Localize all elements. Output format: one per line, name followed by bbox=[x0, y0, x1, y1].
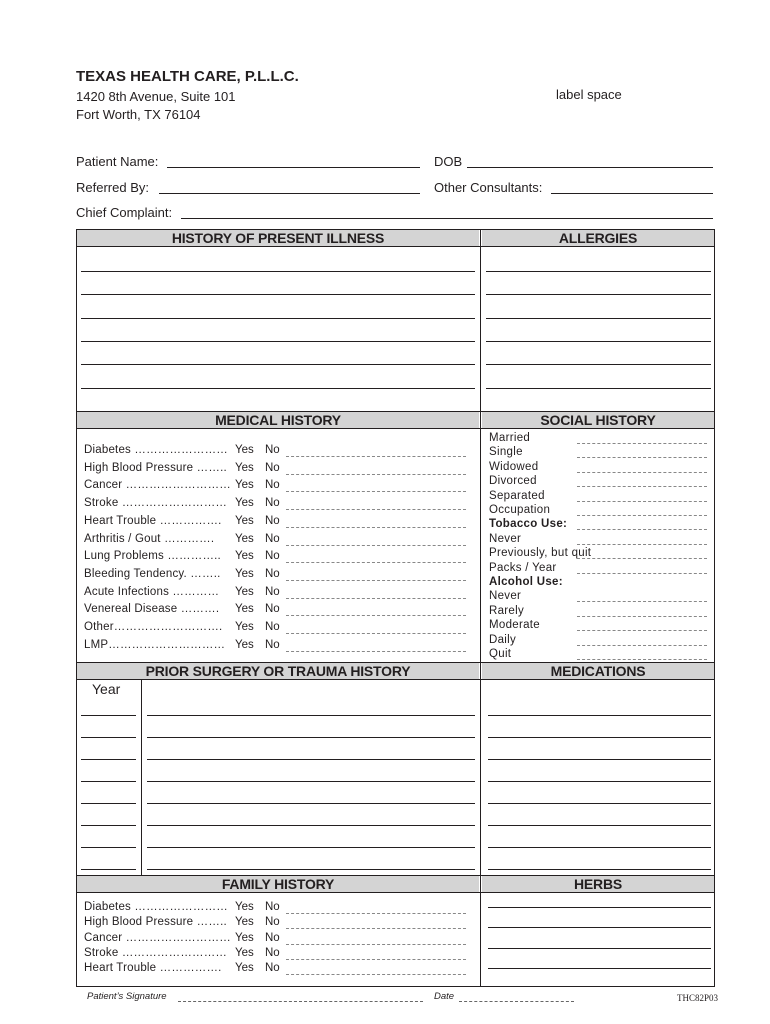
surgery-year-label: Year bbox=[92, 681, 121, 697]
company-address-line1: 1420 8th Avenue, Suite 101 bbox=[76, 89, 236, 104]
social-history-item: Rarely bbox=[489, 604, 525, 617]
no-option[interactable]: No bbox=[265, 532, 280, 545]
details-field[interactable] bbox=[286, 651, 466, 652]
no-option[interactable]: No bbox=[265, 916, 280, 929]
write-line[interactable] bbox=[488, 737, 711, 738]
patient-name-field[interactable] bbox=[167, 167, 420, 168]
social-history-item: Divorced bbox=[489, 475, 537, 488]
dob-field[interactable] bbox=[467, 167, 713, 168]
social-history-item: Moderate bbox=[489, 619, 540, 632]
label-space: label space bbox=[556, 87, 622, 102]
social-history-item: Previously, but quit bbox=[489, 547, 592, 560]
hpi-header: HISTORY OF PRESENT ILLNESS bbox=[77, 230, 479, 246]
yes-option[interactable]: Yes bbox=[235, 621, 254, 633]
yes-option[interactable]: Yes bbox=[235, 638, 254, 651]
write-line[interactable] bbox=[488, 759, 711, 760]
condition-label: Acute Infections ………… bbox=[84, 585, 220, 598]
write-line[interactable] bbox=[81, 318, 475, 319]
social-history-field[interactable] bbox=[577, 616, 707, 617]
social-history-item: Never bbox=[489, 532, 522, 545]
other-consultants-label: Other Consultants: bbox=[434, 180, 543, 195]
no-option[interactable]: No bbox=[265, 946, 280, 959]
details-field[interactable] bbox=[286, 615, 466, 616]
date-label: Date bbox=[434, 991, 455, 1002]
condition-label: High Blood Pressure …….. bbox=[84, 461, 227, 474]
social-history-item: Widowed bbox=[489, 460, 539, 473]
condition-label: Arthritis / Gout …………. bbox=[84, 532, 215, 545]
condition-label: Bleeding Tendency. …….. bbox=[84, 567, 221, 580]
details-field[interactable] bbox=[286, 913, 466, 914]
condition-label: Heart Trouble ……………. bbox=[84, 514, 222, 527]
details-field[interactable] bbox=[286, 974, 466, 975]
referred-by-label: Referred By: bbox=[76, 180, 149, 195]
write-line[interactable] bbox=[147, 825, 475, 826]
no-option[interactable]: No bbox=[265, 585, 280, 598]
yes-option[interactable]: Yes bbox=[235, 931, 254, 944]
divider bbox=[76, 246, 715, 247]
details-field[interactable] bbox=[286, 474, 466, 475]
no-option[interactable]: No bbox=[265, 497, 280, 510]
condition-label: Heart Trouble ……………. bbox=[84, 962, 222, 975]
herbs-header: HERBS bbox=[482, 876, 714, 892]
details-field[interactable] bbox=[286, 527, 466, 528]
write-line[interactable] bbox=[147, 781, 475, 782]
no-option[interactable]: No bbox=[265, 567, 280, 580]
yes-option[interactable]: Yes bbox=[235, 497, 254, 510]
company-address-line2: Fort Worth, TX 76104 bbox=[76, 107, 201, 122]
allergies-header: ALLERGIES bbox=[482, 230, 714, 246]
write-line[interactable] bbox=[147, 715, 475, 716]
no-option[interactable]: No bbox=[265, 638, 280, 651]
yes-option[interactable]: Yes bbox=[235, 514, 254, 527]
no-option[interactable]: No bbox=[265, 621, 280, 633]
year-column-divider bbox=[141, 680, 142, 875]
social-history-item: Alcohol Use: bbox=[489, 576, 563, 588]
social-history-item: Separated bbox=[489, 489, 545, 502]
write-line[interactable] bbox=[488, 825, 711, 826]
write-line[interactable] bbox=[147, 803, 475, 804]
condition-label: Stroke ……………………… bbox=[84, 946, 228, 959]
write-line[interactable] bbox=[81, 869, 136, 870]
yes-option[interactable]: Yes bbox=[235, 444, 254, 456]
condition-label: Venereal Disease ………. bbox=[84, 603, 220, 616]
divider bbox=[76, 892, 715, 893]
chief-complaint-field[interactable] bbox=[181, 218, 713, 219]
write-line[interactable] bbox=[147, 737, 475, 738]
social-history-item: Never bbox=[489, 590, 522, 603]
social-history-item: Tobacco Use: bbox=[489, 518, 568, 531]
write-line[interactable] bbox=[486, 271, 711, 272]
social-history-item: Daily bbox=[489, 633, 517, 646]
social-history-field[interactable] bbox=[577, 544, 707, 545]
medications-header: MEDICATIONS bbox=[482, 663, 714, 679]
details-field[interactable] bbox=[286, 580, 466, 581]
column-divider bbox=[480, 229, 481, 875]
form-code: THC82P03 bbox=[677, 993, 719, 1003]
social-history-item: Packs / Year bbox=[489, 561, 557, 574]
write-line[interactable] bbox=[488, 847, 711, 848]
patient-name-label: Patient Name: bbox=[76, 154, 159, 169]
write-line[interactable] bbox=[488, 715, 711, 716]
details-field[interactable] bbox=[286, 598, 466, 599]
social-history-field[interactable] bbox=[577, 601, 707, 602]
no-option[interactable]: No bbox=[265, 962, 280, 975]
condition-label: Cancer ……………………… bbox=[84, 931, 231, 944]
yes-option[interactable]: Yes bbox=[235, 567, 254, 580]
write-line[interactable] bbox=[81, 364, 475, 365]
yes-option[interactable]: Yes bbox=[235, 962, 254, 975]
write-line[interactable] bbox=[81, 847, 136, 848]
yes-option[interactable]: Yes bbox=[235, 946, 254, 959]
family-history-header: FAMILY HISTORY bbox=[77, 876, 479, 892]
yes-option[interactable]: Yes bbox=[235, 461, 254, 474]
divider bbox=[76, 679, 715, 680]
details-field[interactable] bbox=[286, 562, 466, 563]
write-line[interactable] bbox=[147, 869, 475, 870]
write-line[interactable] bbox=[488, 948, 711, 949]
social-history-field[interactable] bbox=[577, 558, 707, 559]
condition-label: High Blood Pressure …….. bbox=[84, 916, 227, 929]
write-line[interactable] bbox=[486, 294, 711, 295]
write-line[interactable] bbox=[81, 737, 136, 738]
yes-option[interactable]: Yes bbox=[235, 550, 254, 563]
write-line[interactable] bbox=[81, 294, 475, 295]
social-history-field[interactable] bbox=[577, 486, 707, 487]
write-line[interactable] bbox=[81, 271, 475, 272]
yes-option[interactable]: Yes bbox=[235, 901, 254, 913]
yes-option[interactable]: Yes bbox=[235, 916, 254, 929]
details-field[interactable] bbox=[286, 959, 466, 960]
prior-surgery-header: PRIOR SURGERY OR TRAUMA HISTORY bbox=[77, 663, 479, 679]
write-line[interactable] bbox=[81, 715, 136, 716]
no-option[interactable]: No bbox=[265, 444, 280, 456]
details-field[interactable] bbox=[286, 456, 466, 457]
referred-by-field[interactable] bbox=[159, 193, 420, 194]
condition-label: LMP………………………… bbox=[84, 638, 226, 651]
no-option[interactable]: No bbox=[265, 901, 280, 913]
details-field[interactable] bbox=[286, 928, 466, 929]
social-history-item: Married bbox=[489, 432, 531, 444]
condition-label: Stroke ……………………… bbox=[84, 497, 228, 510]
social-history-field[interactable] bbox=[577, 659, 707, 660]
signature-field[interactable] bbox=[178, 1001, 423, 1002]
no-option[interactable]: No bbox=[265, 479, 280, 492]
write-line[interactable] bbox=[486, 364, 711, 365]
write-line[interactable] bbox=[486, 341, 711, 342]
write-line[interactable] bbox=[81, 341, 475, 342]
write-line[interactable] bbox=[81, 781, 136, 782]
social-history-field[interactable] bbox=[577, 630, 707, 631]
no-option[interactable]: No bbox=[265, 550, 280, 563]
date-field[interactable] bbox=[459, 1001, 574, 1002]
details-field[interactable] bbox=[286, 545, 466, 546]
condition-label: Other………………………. bbox=[84, 621, 223, 633]
other-consultants-field[interactable] bbox=[551, 193, 713, 194]
social-history-field[interactable] bbox=[577, 645, 707, 646]
divider bbox=[76, 428, 715, 429]
write-line[interactable] bbox=[81, 803, 136, 804]
condition-label: Lung Problems ………….. bbox=[84, 550, 221, 563]
details-field[interactable] bbox=[286, 633, 466, 634]
write-line[interactable] bbox=[486, 388, 711, 389]
social-history-field[interactable] bbox=[577, 515, 707, 516]
medical-history-header: MEDICAL HISTORY bbox=[77, 412, 479, 428]
yes-option[interactable]: Yes bbox=[235, 603, 254, 616]
dob-label: DOB bbox=[434, 154, 463, 169]
write-line[interactable] bbox=[488, 803, 711, 804]
social-history-field[interactable] bbox=[577, 457, 707, 458]
company-name: TEXAS HEALTH CARE, P.L.L.C. bbox=[76, 68, 299, 85]
no-option[interactable]: No bbox=[265, 461, 280, 474]
write-line[interactable] bbox=[81, 388, 475, 389]
no-option[interactable]: No bbox=[265, 514, 280, 527]
social-history-field[interactable] bbox=[577, 529, 707, 530]
condition-label: Diabetes …………………… bbox=[84, 901, 228, 913]
social-history-field[interactable] bbox=[577, 501, 707, 502]
details-field[interactable] bbox=[286, 491, 466, 492]
social-history-item: Quit bbox=[489, 648, 512, 660]
no-option[interactable]: No bbox=[265, 603, 280, 616]
yes-option[interactable]: Yes bbox=[235, 585, 254, 598]
social-history-field[interactable] bbox=[577, 443, 707, 444]
write-line[interactable] bbox=[488, 968, 711, 969]
chief-complaint-label: Chief Complaint: bbox=[76, 205, 173, 220]
social-history-item: Single bbox=[489, 446, 523, 459]
write-line[interactable] bbox=[147, 847, 475, 848]
social-history-field[interactable] bbox=[577, 472, 707, 473]
write-line[interactable] bbox=[486, 318, 711, 319]
write-line[interactable] bbox=[488, 869, 711, 870]
social-history-item: Occupation bbox=[489, 504, 551, 516]
write-line[interactable] bbox=[147, 759, 475, 760]
condition-label: Diabetes …………………… bbox=[84, 444, 228, 456]
signature-label: Patient’s Signature bbox=[87, 991, 167, 1002]
write-line[interactable] bbox=[488, 907, 711, 908]
condition-label: Cancer ……………………… bbox=[84, 479, 231, 492]
social-history-field[interactable] bbox=[577, 573, 707, 574]
write-line[interactable] bbox=[488, 781, 711, 782]
write-line[interactable] bbox=[488, 927, 711, 928]
yes-option[interactable]: Yes bbox=[235, 479, 254, 492]
social-history-header: SOCIAL HISTORY bbox=[482, 412, 714, 428]
write-line[interactable] bbox=[81, 825, 136, 826]
details-field[interactable] bbox=[286, 944, 466, 945]
no-option[interactable]: No bbox=[265, 931, 280, 944]
write-line[interactable] bbox=[81, 759, 136, 760]
details-field[interactable] bbox=[286, 509, 466, 510]
yes-option[interactable]: Yes bbox=[235, 532, 254, 545]
